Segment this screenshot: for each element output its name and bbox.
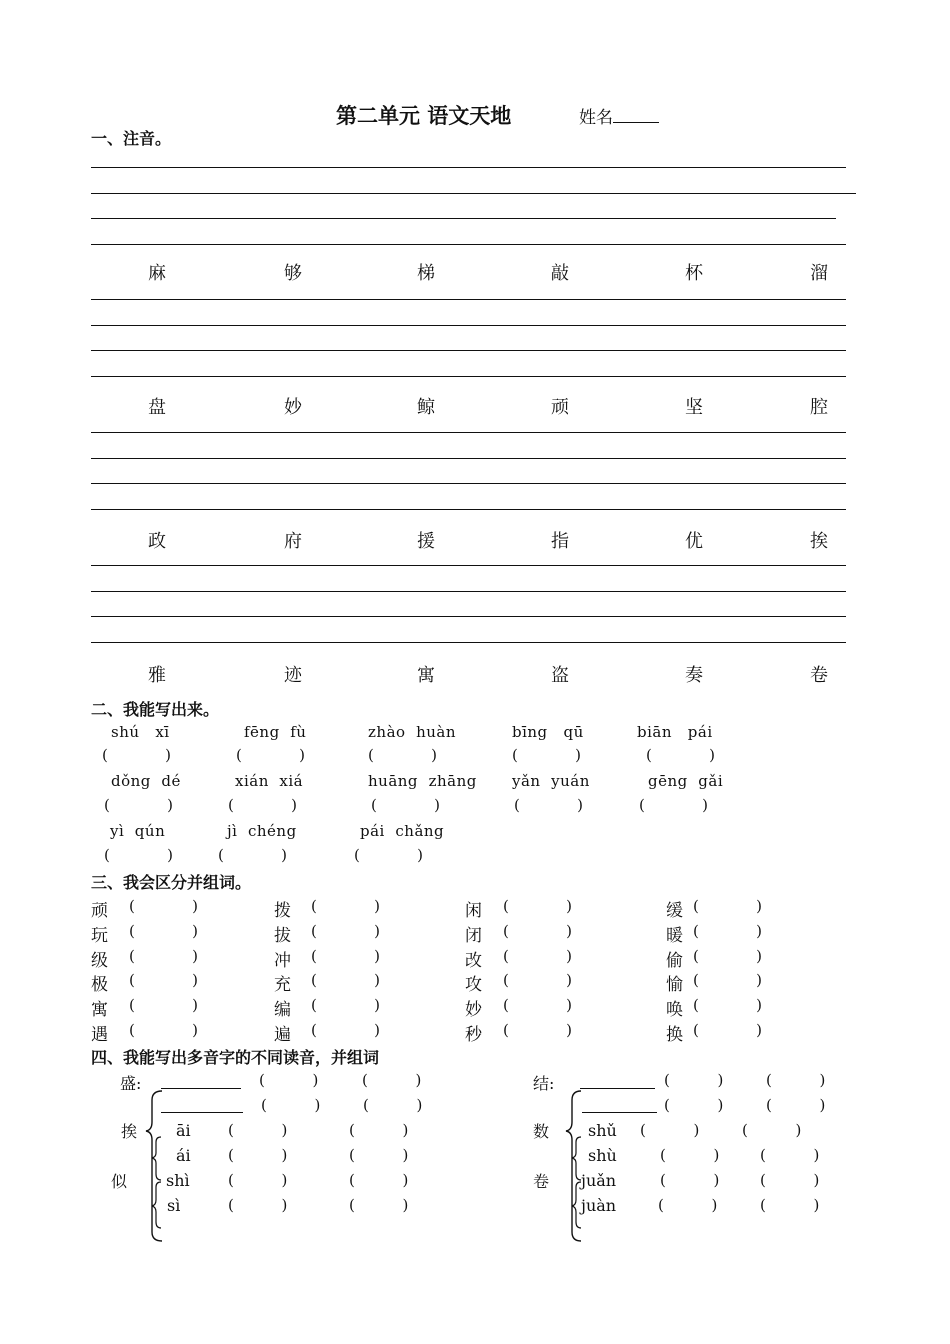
shu-paren-1b[interactable]: ( ): [742, 1121, 802, 1139]
pinyin-prompt: fēng fù: [244, 723, 307, 741]
pinyin-prompt: gēng gǎi: [648, 772, 724, 790]
zhuyin-char: 援: [417, 531, 435, 552]
ai-paren-2a[interactable]: ( ): [228, 1146, 288, 1164]
zhuyin-char: 麻: [148, 263, 166, 284]
pinyin-ai-2: ái: [176, 1146, 191, 1165]
word-paren[interactable]: ( ): [311, 921, 380, 940]
word-paren[interactable]: ( ): [503, 897, 572, 915]
word-paren[interactable]: ( ): [503, 971, 572, 990]
word-paren[interactable]: ( ): [693, 996, 762, 1015]
pinyin-prompt: yì qún: [110, 822, 166, 840]
compare-char: 愉: [666, 975, 683, 996]
word-paren[interactable]: ( ): [129, 921, 198, 940]
pinyin-shu-1: shǔ: [588, 1121, 617, 1140]
si-paren-1b[interactable]: ( ): [349, 1171, 409, 1189]
pinyin-prompt: xián xiá: [235, 772, 304, 790]
zhuyin-char: 敲: [551, 263, 569, 284]
compare-char: 遇: [91, 1025, 108, 1045]
compare-char: 编: [274, 1000, 291, 1021]
jie-paren-2b[interactable]: ( ): [766, 1096, 826, 1114]
juan-paren-2b[interactable]: ( ): [760, 1196, 820, 1214]
compare-char: 遍: [274, 1025, 291, 1045]
word-paren[interactable]: ( ): [129, 996, 198, 1015]
left-brace-icon: [146, 1091, 162, 1241]
section1-heading: 一、注音。: [91, 129, 172, 148]
char-juan: 卷: [533, 1172, 550, 1191]
word-paren[interactable]: ( ): [693, 1021, 762, 1039]
pinyin-prompt: bīng qū: [512, 723, 584, 741]
si-paren-1a[interactable]: ( ): [228, 1171, 288, 1189]
zhuyin-char: 奏: [685, 665, 703, 686]
char-ai: 挨: [121, 1122, 138, 1141]
pinyin-prompt: huāng zhāng: [368, 772, 477, 790]
pinyin-si-2: sì: [167, 1196, 181, 1215]
compare-char: 寓: [91, 1000, 108, 1021]
compare-char: 换: [666, 1025, 683, 1045]
answer-paren[interactable]: ( ): [514, 796, 583, 814]
jie-paren-2a[interactable]: ( ): [664, 1096, 724, 1114]
compare-char: 顽: [91, 901, 108, 921]
char-si: 似: [111, 1172, 128, 1191]
word-paren[interactable]: ( ): [129, 897, 198, 915]
compare-char: 偷: [666, 950, 683, 971]
juan-paren-1b[interactable]: ( ): [760, 1171, 820, 1189]
name-label-text: 姓名: [579, 108, 613, 128]
zhuyin-char: 顽: [551, 397, 569, 418]
zhuyin-char: 雅: [148, 665, 166, 686]
right-brace-small-1-icon: [572, 1137, 581, 1180]
answer-paren[interactable]: ( ): [354, 846, 423, 864]
zhuyin-char: 梯: [417, 263, 435, 284]
ai-paren-1b[interactable]: ( ): [349, 1121, 409, 1139]
compare-char: 改: [465, 950, 482, 971]
section2-heading: 二、我能写出来。: [91, 700, 220, 719]
pinyin-juan-2: juàn: [581, 1196, 617, 1215]
zhuyin-char: 鲸: [417, 397, 435, 418]
compare-char: 秒: [465, 1025, 482, 1045]
answer-paren[interactable]: ( ): [371, 796, 440, 814]
word-paren[interactable]: ( ): [693, 921, 762, 940]
shu-paren-2b[interactable]: ( ): [760, 1146, 820, 1164]
jie-paren-1b[interactable]: ( ): [766, 1071, 826, 1089]
word-paren[interactable]: ( ): [693, 946, 762, 965]
compare-char: 冲: [274, 950, 291, 971]
answer-paren[interactable]: ( ): [368, 746, 437, 764]
section3-heading: 三、我会区分并组词。: [91, 873, 252, 892]
pinyin-prompt: yǎn yuán: [512, 772, 590, 790]
compare-char: 充: [274, 975, 291, 996]
answer-paren[interactable]: ( ): [104, 846, 173, 864]
zhuyin-char: 优: [685, 531, 703, 552]
juan-paren-2a[interactable]: ( ): [658, 1196, 718, 1214]
word-paren[interactable]: ( ): [129, 1021, 198, 1039]
compare-char: 攻: [465, 975, 482, 996]
sheng-paren-2a[interactable]: ( ): [261, 1096, 321, 1114]
zhuyin-char: 府: [284, 531, 302, 552]
answer-paren[interactable]: ( ): [639, 796, 708, 814]
compare-char: 玩: [91, 925, 108, 946]
compare-char: 极: [91, 975, 108, 996]
pinyin-si-1: shì: [166, 1171, 190, 1190]
pinyin-prompt: zhào huàn: [368, 723, 456, 741]
word-paren[interactable]: ( ): [693, 971, 762, 990]
compare-char: 级: [91, 950, 108, 971]
char-sheng: 盛:: [120, 1074, 142, 1093]
answer-paren[interactable]: ( ): [104, 796, 173, 814]
compare-char: 拨: [274, 901, 291, 921]
word-paren[interactable]: ( ): [503, 946, 572, 965]
compare-char: 缓: [666, 901, 683, 921]
word-paren[interactable]: ( ): [129, 946, 198, 965]
word-paren[interactable]: ( ): [311, 971, 380, 990]
left-brace-small-2-icon: [152, 1182, 161, 1228]
word-paren[interactable]: ( ): [503, 921, 572, 940]
section4-heading: 四、我能写出多音字的不同读音，并组词: [91, 1048, 380, 1067]
pinyin-prompt: biān pái: [637, 723, 713, 741]
zhuyin-char: 指: [551, 531, 569, 552]
pinyin-prompt: pái chǎng: [360, 822, 445, 840]
pinyin-ai-1: āi: [176, 1121, 191, 1140]
zhuyin-char: 够: [284, 263, 302, 284]
compare-char: 妙: [465, 1000, 482, 1021]
compare-char: 暖: [666, 925, 683, 946]
compare-char: 闲: [465, 901, 482, 921]
pinyin-prompt: jì chéng: [227, 822, 297, 840]
word-paren[interactable]: ( ): [129, 971, 198, 990]
compare-char: 拔: [274, 925, 291, 946]
word-paren[interactable]: ( ): [311, 946, 380, 965]
word-paren[interactable]: ( ): [503, 1021, 572, 1039]
right-brace-icon: [566, 1091, 581, 1241]
zhuyin-char: 挨: [810, 531, 828, 552]
answer-paren[interactable]: ( ): [512, 746, 581, 764]
si-paren-2a[interactable]: ( ): [228, 1196, 288, 1214]
zhuyin-char: 迹: [284, 665, 302, 686]
word-paren[interactable]: ( ): [311, 897, 380, 915]
pinyin-juan-1: juǎn: [581, 1171, 617, 1190]
ai-paren-1a[interactable]: ( ): [228, 1121, 288, 1139]
zhuyin-char: 杯: [685, 263, 703, 284]
zhuyin-char: 卷: [810, 665, 828, 686]
zhuyin-char: 妙: [284, 397, 302, 418]
zhuyin-char: 腔: [810, 397, 828, 418]
juan-paren-1a[interactable]: ( ): [660, 1171, 720, 1189]
pinyin-prompt: dǒng dé: [111, 772, 181, 790]
right-brace-small-2-icon: [572, 1182, 581, 1228]
si-paren-2b[interactable]: ( ): [349, 1196, 409, 1214]
left-brace-small-1-icon: [152, 1137, 161, 1180]
char-shu: 数: [533, 1122, 550, 1141]
pinyin-shu-2: shù: [588, 1146, 617, 1165]
zhuyin-char: 溜: [810, 263, 828, 284]
answer-paren[interactable]: ( ): [228, 796, 297, 814]
shu-paren-2a[interactable]: ( ): [660, 1146, 720, 1164]
zhuyin-char: 盘: [148, 397, 166, 418]
sheng-paren-2b[interactable]: ( ): [363, 1096, 423, 1114]
compare-char: 唤: [666, 1000, 683, 1021]
ai-paren-2b[interactable]: ( ): [349, 1146, 409, 1164]
word-paren[interactable]: ( ): [503, 996, 572, 1015]
jie-paren-1a[interactable]: ( ): [664, 1071, 724, 1089]
answer-paren[interactable]: ( ): [102, 746, 171, 764]
shu-paren-1a[interactable]: ( ): [640, 1121, 700, 1139]
answer-paren[interactable]: ( ): [646, 746, 715, 764]
zhuyin-char: 寓: [417, 665, 435, 686]
char-jie: 结:: [533, 1074, 555, 1093]
zhuyin-char: 坚: [685, 397, 703, 418]
answer-paren[interactable]: ( ): [236, 746, 305, 764]
page-title: 第二单元 语文天地: [336, 104, 512, 128]
answer-paren[interactable]: ( ): [218, 846, 287, 864]
pinyin-prompt: shú xī: [111, 723, 170, 741]
zhuyin-char: 政: [148, 531, 166, 552]
sheng-paren-1a[interactable]: ( ): [259, 1071, 319, 1089]
zhuyin-char: 盗: [551, 665, 569, 686]
compare-char: 闭: [465, 925, 482, 946]
word-paren[interactable]: ( ): [311, 996, 380, 1015]
word-paren[interactable]: ( ): [693, 897, 762, 915]
word-paren[interactable]: ( ): [311, 1021, 380, 1039]
sheng-paren-1b[interactable]: ( ): [362, 1071, 422, 1089]
